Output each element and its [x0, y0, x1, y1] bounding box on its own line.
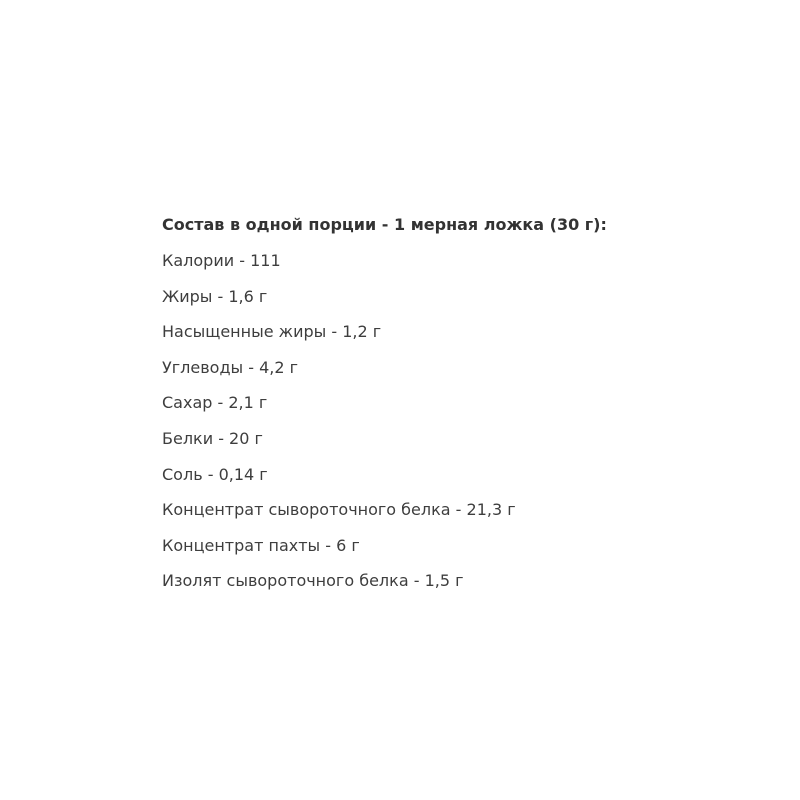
nutrition-item-protein: Белки - 20 г [162, 428, 263, 448]
nutrition-item-salt: Соль - 0,14 г [162, 464, 268, 484]
nutrition-item-saturated-fat: Насыщенные жиры - 1,2 г [162, 322, 382, 342]
nutrition-item-fat: Жиры - 1,6 г [162, 286, 268, 306]
nutrition-facts [162, 212, 782, 604]
nutrition-item-carbohydrates: Углеводы - 4,2 г [162, 357, 299, 377]
nutrition-item-buttermilk-concentrate: Концентрат пахты - 6 г [162, 535, 360, 555]
nutrition-item-sugar: Сахар - 2,1 г [162, 393, 268, 413]
nutrition-item-whey-isolate: Изолят сывороточного белка - 1,5 г [162, 571, 464, 591]
serving-heading: Состав в одной порции - 1 мерная ложка (30 г): [162, 215, 607, 234]
nutrition-item-calories: Калории - 111 [162, 251, 281, 270]
nutrition-item-whey-concentrate: Концентрат сывороточного белка - 21,3 г [162, 500, 516, 520]
nutrition-list [162, 248, 782, 594]
